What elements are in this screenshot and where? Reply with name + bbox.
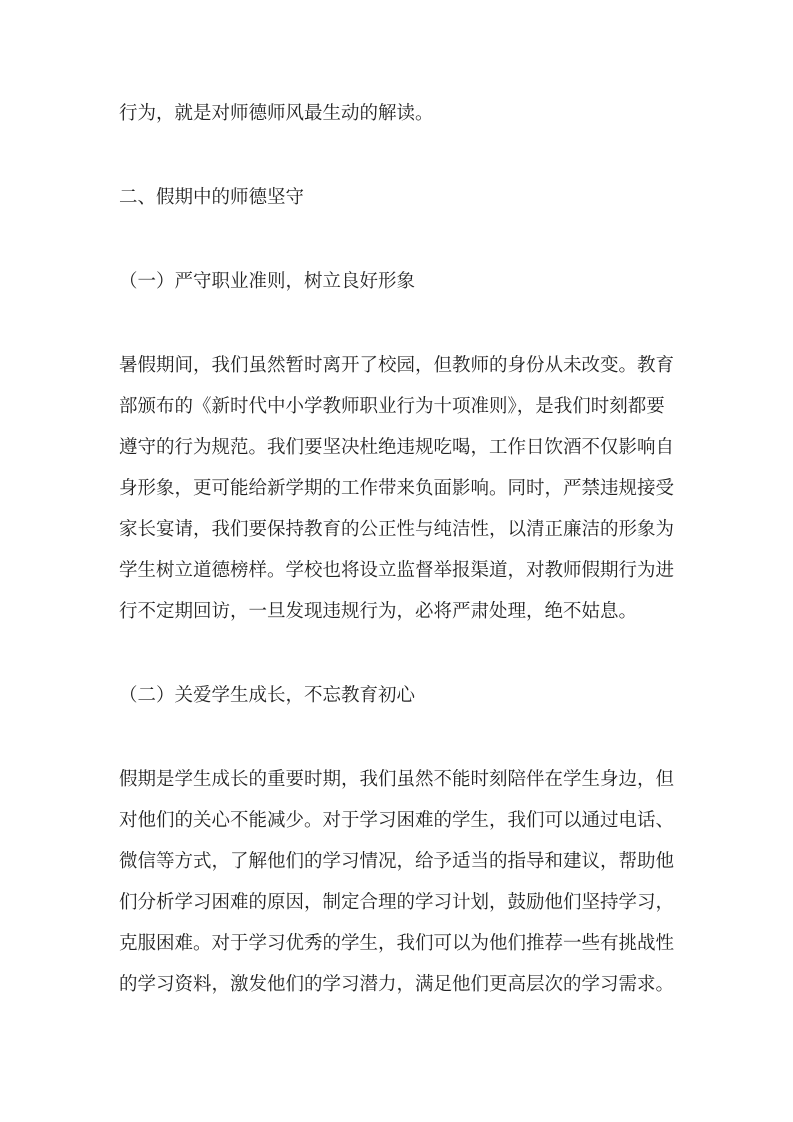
text-line: 的学习资料，激发他们的学习潜力，满足他们更高层次的学习需求。 xyxy=(119,975,675,995)
sub-heading-care-for-students xyxy=(119,676,676,717)
text-line: 对他们的关心不能减少。对于学习困难的学生，我们可以通过电话、 xyxy=(119,811,675,831)
sub-heading-professional-standards xyxy=(119,262,676,303)
text-line: 身形象，更可能给新学期的工作带来负面影响。同时，严禁违规接受 xyxy=(119,479,675,499)
text-line: 行不定期回访，一旦发现违规行为，必将严肃处理，绝不姑息。 xyxy=(119,602,638,622)
text-line: 微信等方式，了解他们的学习情况，给予适当的指导和建议，帮助他 xyxy=(119,852,675,872)
text-line: （二）关爱学生成长，不忘教育初心 xyxy=(119,686,416,706)
text-line: 部颁布的《新时代中小学教师职业行为十项准则》，是我们时刻都要 xyxy=(119,397,665,417)
text-line: （一）严守职业准则，树立良好形象 xyxy=(119,272,416,292)
text-line: 暑假期间，我们虽然暂时离开了校园，但教师的身份从未改变。教育 xyxy=(119,356,675,376)
section-heading-holiday-ethics xyxy=(119,178,676,219)
text-line: 们分析学习困难的原因，制定合理的学习计划，鼓励他们坚持学习， xyxy=(119,893,675,913)
text-line: 学生树立道德榜样。学校也将设立监督举报渠道，对教师假期行为进 xyxy=(119,561,675,581)
paragraph-care-for-students xyxy=(119,760,676,1006)
text-line: 遵守的行为规范。我们要坚决杜绝违规吃喝，工作日饮酒不仅影响自 xyxy=(119,438,675,458)
text-line: 家长宴请，我们要保持教育的公正性与纯洁性，以清正廉洁的形象为 xyxy=(119,520,675,540)
document-content xyxy=(119,94,676,1006)
text-line: 行为，就是对师德师风最生动的解读。 xyxy=(119,104,434,124)
paragraph-continuation xyxy=(119,94,676,135)
paragraph-professional-standards xyxy=(119,346,676,633)
text-line: 二、假期中的师德坚守 xyxy=(119,188,305,208)
text-line: 假期是学生成长的重要时期，我们虽然不能时刻陪伴在学生身边，但 xyxy=(119,770,675,790)
text-line: 克服困难。对于学习优秀的学生，我们可以为他们推荐一些有挑战性 xyxy=(119,934,675,954)
